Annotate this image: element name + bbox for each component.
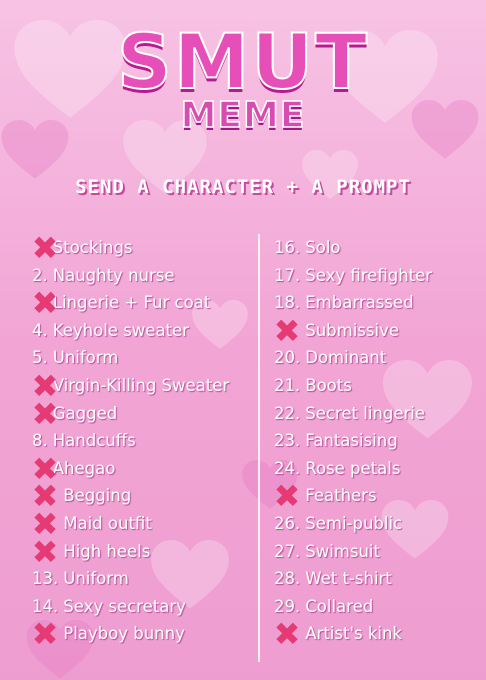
prompt-number: 17. (274, 265, 301, 285)
prompt-number: 8. (32, 431, 48, 451)
cross-out-icon: ✖ (273, 311, 301, 350)
prompt-number: 29. (274, 596, 301, 616)
subtitle: SEND A CHARACTER + A PROMPT (75, 176, 411, 198)
prompt-item (32, 593, 252, 621)
title-block (0, 17, 486, 136)
prompt-label: Naughty nurse (52, 265, 175, 285)
prompt-item (32, 565, 252, 593)
prompt-item (31, 284, 252, 323)
prompt-label: Submissive (305, 320, 400, 340)
prompt-item (32, 262, 252, 290)
prompt-list-right (273, 234, 474, 654)
prompt-label: Playboy bunny (63, 624, 185, 644)
prompt-item (32, 317, 252, 345)
prompt-number: 20. (274, 348, 301, 368)
prompt-label: High heels (63, 541, 151, 561)
prompt-label: Secret lingerie (305, 403, 426, 423)
title-sub: MEME (180, 95, 306, 136)
prompt-item (274, 372, 474, 400)
prompt-label: Collared (305, 596, 374, 616)
prompt-label: Sexy firefighter (305, 265, 433, 285)
cross-out-icon: ✖ (31, 284, 59, 323)
prompt-item (274, 289, 474, 317)
cross-out-icon: ✖ (31, 366, 59, 405)
prompt-label: Stockings (52, 238, 133, 257)
prompt-item (273, 311, 474, 350)
cross-out-icon: ✖ (31, 477, 59, 516)
prompt-item (274, 455, 474, 483)
prompt-label: Gagged (52, 403, 118, 423)
prompt-number: 4. (32, 320, 48, 340)
prompt-label: Dominant (305, 348, 387, 368)
prompt-label: Wet t-shirt (305, 569, 392, 589)
prompt-item (274, 538, 474, 566)
prompt-label: Keyhole sweater (52, 320, 189, 340)
prompt-number: 22. (274, 403, 301, 423)
prompt-number: 18. (274, 293, 301, 313)
prompt-number: 24. (274, 458, 301, 478)
prompt-number: 5. (32, 348, 48, 368)
prompt-label: Uniform (63, 569, 129, 589)
prompt-item (274, 593, 474, 621)
prompt-label: Fantasising (305, 431, 398, 451)
prompt-number: 2. (32, 265, 48, 285)
cross-out-icon: ✖ (31, 449, 59, 488)
prompt-item (31, 477, 252, 516)
prompt-label: Boots (305, 375, 352, 395)
prompt-item (31, 366, 252, 405)
prompt-label: Uniform (52, 348, 119, 368)
prompt-number: 16. (274, 238, 301, 257)
prompt-number: 28. (274, 569, 301, 589)
cross-out-icon: ✖ (31, 229, 59, 267)
title-main: SMUT (117, 17, 369, 106)
prompt-number: 23. (274, 431, 301, 451)
prompt-item (273, 615, 474, 654)
prompt-label: Feathers (305, 486, 377, 506)
prompt-number: 13. (32, 569, 59, 589)
prompt-number: 21. (274, 375, 301, 395)
prompt-label: Embarrassed (305, 293, 414, 313)
prompt-list-left (31, 229, 252, 654)
prompt-item (274, 565, 474, 593)
cross-out-icon: ✖ (31, 532, 59, 571)
prompt-label: Rose petals (305, 458, 401, 478)
prompt-label: Lingerie + Fur coat (52, 293, 211, 313)
prompt-label: Begging (63, 486, 132, 506)
prompt-number: 26. (274, 513, 301, 533)
prompt-item (31, 394, 252, 433)
prompt-item (274, 234, 474, 262)
prompt-label: Semi-public (305, 513, 403, 533)
prompt-item (274, 427, 474, 455)
prompt-item (274, 400, 474, 428)
prompt-label: Maid outfit (63, 513, 152, 533)
prompt-label: Ahegao (52, 458, 116, 478)
prompt-item (31, 504, 252, 543)
column-divider (258, 234, 260, 662)
prompt-label: Swimsuit (305, 541, 380, 561)
prompt-item (31, 229, 252, 267)
prompt-item (274, 262, 474, 290)
prompt-item (274, 510, 474, 538)
prompt-item (273, 477, 474, 516)
prompt-number: 27. (274, 541, 301, 561)
cross-out-icon: ✖ (31, 504, 59, 543)
prompt-item (31, 615, 252, 654)
prompt-item (32, 427, 252, 455)
prompt-label: Artist's kink (305, 624, 402, 644)
cross-out-icon: ✖ (31, 615, 59, 654)
prompt-label: Sexy secretary (63, 596, 186, 616)
cross-out-icon: ✖ (31, 394, 59, 433)
cross-out-icon: ✖ (273, 615, 301, 654)
prompt-number: 14. (32, 596, 59, 616)
prompt-label: Solo (305, 238, 341, 257)
prompt-item (31, 532, 252, 571)
cross-out-icon: ✖ (273, 477, 301, 516)
prompt-label: Virgin-Killing Sweater (52, 375, 230, 395)
prompt-label: Handcuffs (52, 431, 136, 451)
prompt-item (31, 449, 252, 488)
prompt-item (274, 344, 474, 372)
prompt-item (32, 344, 252, 372)
